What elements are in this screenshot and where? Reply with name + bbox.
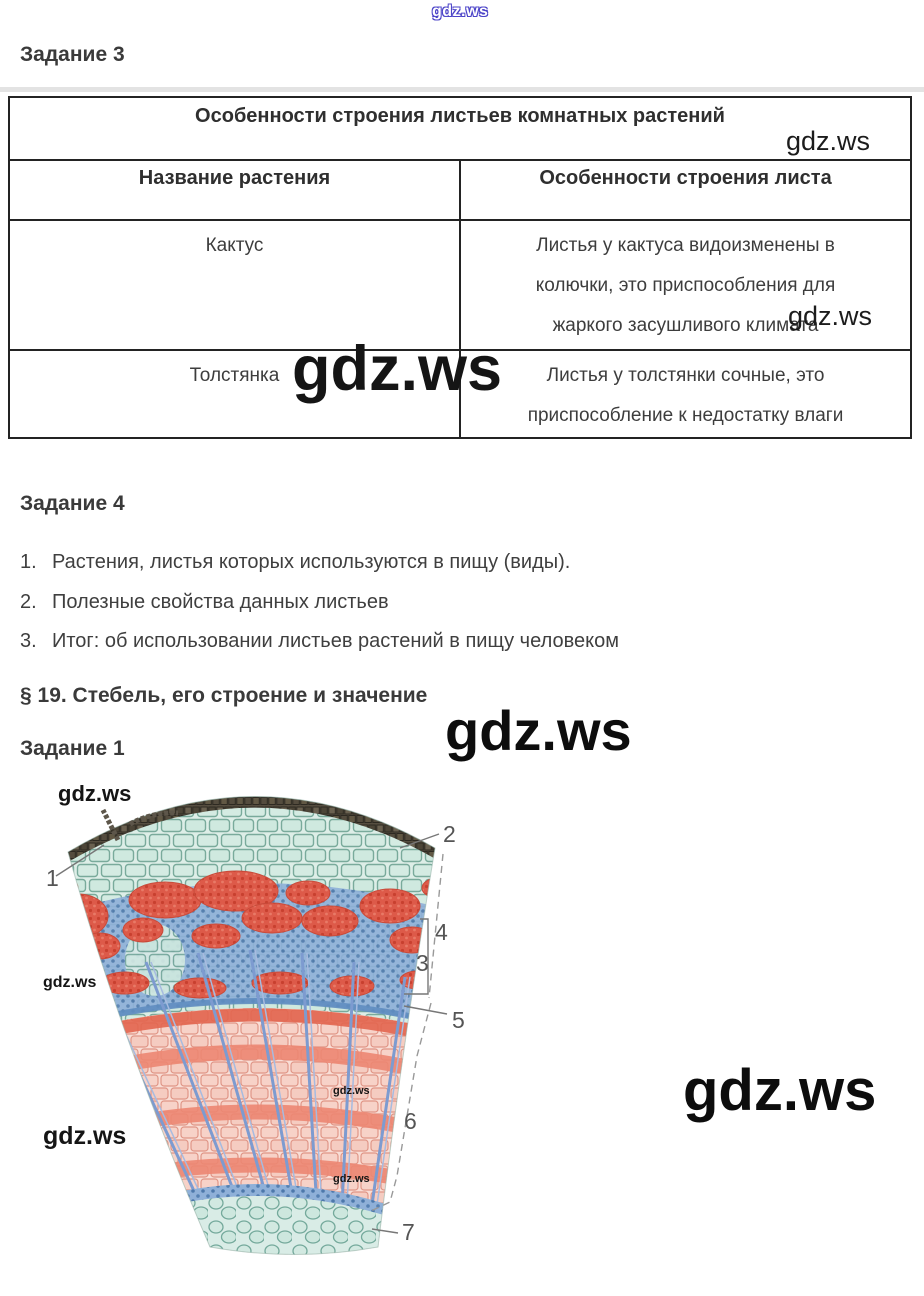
watermark-figure-left-1: gdz.ws [43,974,97,991]
watermark-figure-tiny-2: gdz.ws [333,1173,370,1185]
list-item-number: 1. [20,551,37,573]
figure-label-2: 2 [443,821,456,847]
figure-label-4: 4 [435,919,448,945]
table-title: Особенности строения листьев комнатных растений [9,97,911,160]
watermark-center-big: gdz.ws [445,699,632,762]
task4-heading: Задание 4 [20,492,125,515]
figure-label-1: 1 [46,865,59,891]
column-header-feature: Особенности строения листа [460,160,911,220]
stem-cross-section-figure [40,788,480,1258]
cell-plant-2: Толстянка [9,350,460,438]
watermark-table-2: gdz.ws [788,301,873,331]
list-item-text: Растения, листья которых используются в пищу (виды). [52,551,571,573]
figure-label-7: 7 [402,1219,415,1245]
table-header-row [9,160,911,220]
cell-feature-1-text: Листья у кактуса видоизменены в колючки, это приспособления для жаркого засушливого климата [535,235,836,336]
watermark-figure-tiny-1: gdz.ws [333,1085,370,1097]
cell-feature-2 [460,350,911,438]
watermark-table-big: gdz.ws [292,334,503,404]
watermark-figure-left-2: gdz.ws [43,1122,127,1150]
table-row [9,220,911,350]
list-item-number: 2. [20,591,37,613]
figure-label-6: 6 [404,1108,417,1134]
list-item [20,551,570,574]
cell-feature-2-text: Листья у толстянки сочные, это приспособление к недостатку влаги [527,365,844,426]
watermark-right-big: gdz.ws [683,1058,877,1123]
list-item-number: 3. [20,630,37,652]
task3-heading: Задание 3 [20,43,125,66]
watermark-figure-top: gdz.ws [58,781,132,806]
list-item [20,591,389,614]
scan-strip [0,87,924,92]
task1-heading: Задание 1 [20,737,125,760]
watermark-top: gdz.ws [432,3,489,20]
list-item-text: Итог: об использовании листьев растений в пищу человеком [52,630,619,652]
list-item-text: Полезные свойства данных листьев [52,591,389,613]
column-header-plant: Название растения [9,160,460,220]
cell-plant-1: Кактус [9,220,460,350]
table-title-row [9,97,911,160]
figure-label-3: 3 [416,950,429,976]
list-item [20,630,619,653]
figure-label-5: 5 [452,1007,465,1033]
stem-body [40,788,480,1258]
watermark-table-1: gdz.ws [786,126,871,156]
section19-heading: § 19. Стебель, его строение и значение [20,684,428,707]
